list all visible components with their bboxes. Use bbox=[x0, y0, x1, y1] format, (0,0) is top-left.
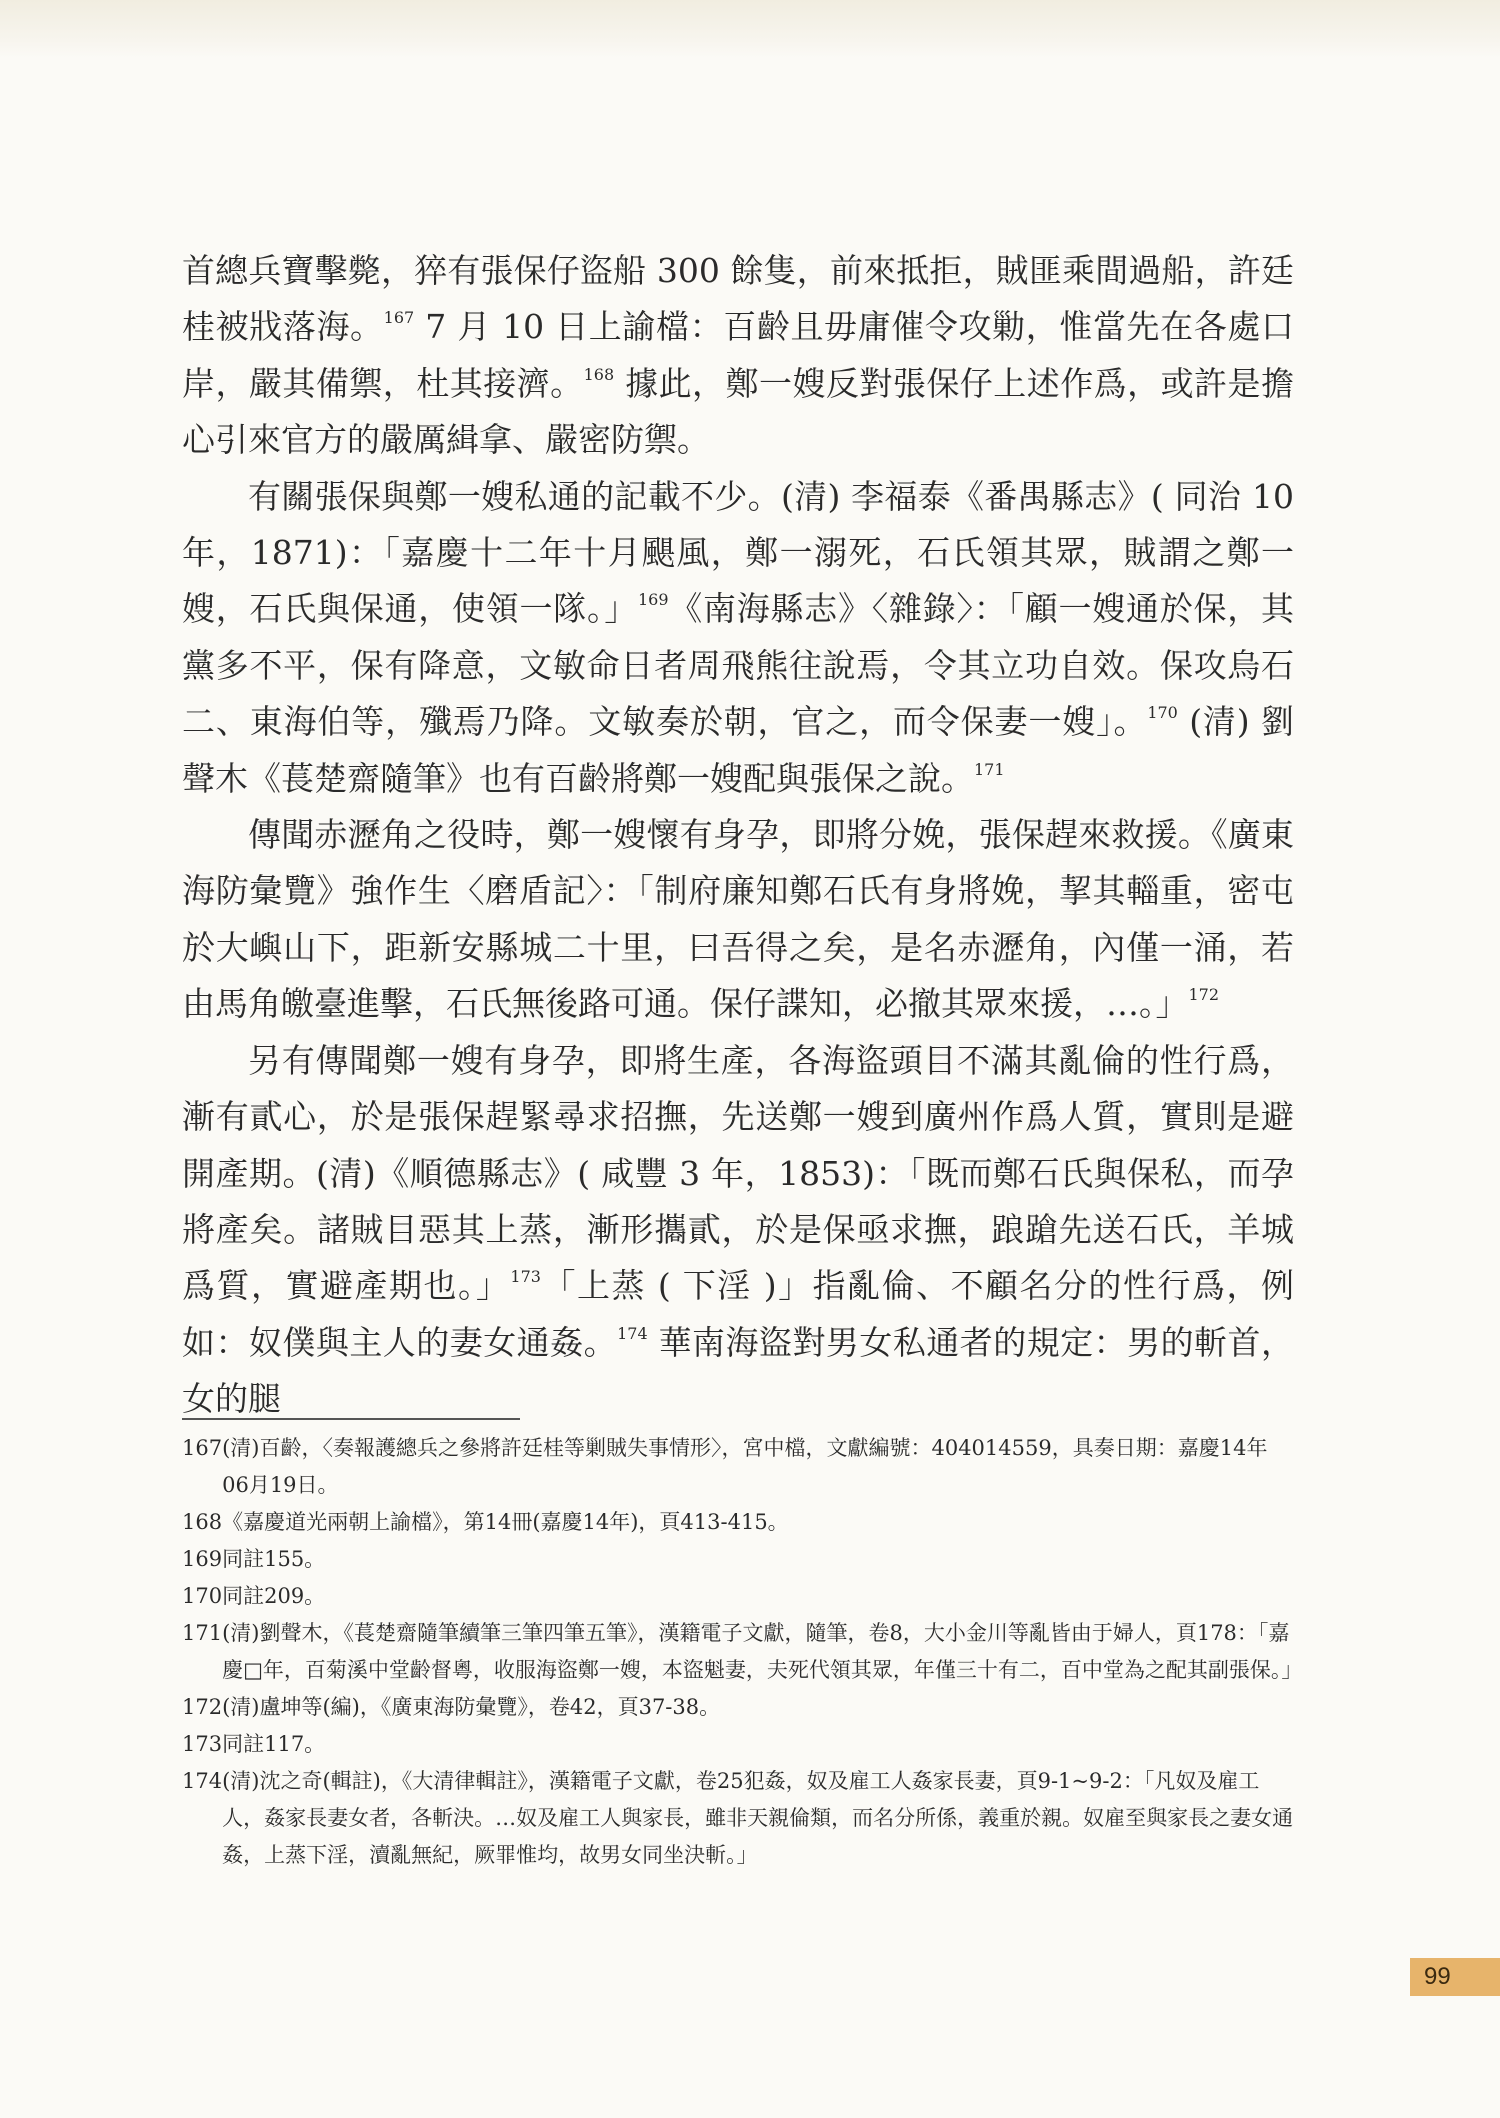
footnote-ref-169[interactable]: 169 bbox=[637, 590, 669, 610]
footnote-ref-168[interactable]: 168 bbox=[583, 364, 615, 384]
footnotes bbox=[182, 1430, 1303, 1874]
footnote-170: 170 同註209。 bbox=[182, 1584, 326, 1608]
page-number: 99 bbox=[1410, 1958, 1500, 1996]
footnote-ref-171[interactable]: 171 bbox=[974, 759, 1005, 779]
footnote-174: 174 (清)沈之奇(輯註)，《大清律輯註》，漢籍電子文獻，卷25犯姦，奴及雇工人姦家長妻，頁9-1~9-2：「凡奴及雇工人，姦家長妻女者，各斬決。…奴及雇工人與家長，雖非天親倫類，而名分所係，義重於親。奴雇至與家長之妻女通姦，上蒸下淫，瀆亂無紀，厥罪惟均，故男女同坐決斬。」 bbox=[182, 1769, 1294, 1867]
footnote-171: 171 (清)劉聲木，《萇楚齋隨筆續筆三筆四筆五筆》，漢籍電子文獻，隨筆，卷8，大小金川等亂皆由于婦人，頁178：「嘉慶□年，百菊溪中堂齡督粵，收服海盜鄭一嫂，本盜魁妻，夫死代領其眾，年僅三十有二，百中堂為之配其副張保。」 bbox=[182, 1621, 1303, 1682]
footnote-167: 167 (清)百齡，〈奏報護總兵之參將許廷桂等剿賊失事情形〉，宮中檔，文獻編號：404014559，具奏日期：嘉慶14年06月19日。 bbox=[182, 1436, 1268, 1497]
footnote-172: 172 (清)盧坤等(編)，《廣東海防彙覽》，卷42，頁37-38。 bbox=[182, 1695, 721, 1719]
footnote-divider bbox=[182, 1418, 520, 1420]
footnote-ref-167[interactable]: 167 bbox=[383, 308, 415, 328]
paragraph-4: 另有傳聞鄭一嫂有身孕，即將生產，各海盜頭目不滿其亂倫的性行爲，漸有貳心，於是張保趕緊尋求招撫，先送鄭一嫂到廣州作爲人質，實則是避開產期。(清)《順德縣志》( 咸豐 3 年，1853)：「既而鄭石氏與保私，而孕將產矣。諸賊目惡其上蒸，漸形攜貳，於是保亟求撫，踉蹌先送石氏，羊城爲質，實避產期也。」$^{173}$「上蒸 ( 下淫 )」指亂倫、不顧名分的性行爲，例如：奴僕與主人的妻女通姦。$^{174}$ 華南海盜對男女私通者的規定：男的斬首，女的腿 bbox=[182, 1040, 1294, 1419]
paragraph-3: 傳聞赤瀝角之役時，鄭一嫂懷有身孕，即將分娩，張保趕來救援。《廣東海防彙覽》強作生〈磨盾記〉：「制府廉知鄭石氏有身將娩，挈其輜重，密屯於大嶼山下，距新安縣城二十里，曰吾得之矣，是名赤瀝角，內僅一涌，若由馬角皦臺進擊，石氏無後路可通。保仔諜知，必撤其眾來援，…。」$^{172}$ bbox=[182, 815, 1294, 1024]
paragraph-2: 有關張保與鄭一嫂私通的記載不少。(清) 李福泰《番禺縣志》( 同治 10 年，1871)：「嘉慶十二年十月颶風，鄭一溺死，石氏領其眾，賊謂之鄭一嫂，石氏與保通，使領一隊。」$^{169}$《南海縣志》〈雜錄〉：「顧一嫂通於保，其黨多不平，保有降意，文敏命日者周飛熊往說焉，令其立功自效。保攻烏石二、東海伯等，殲焉乃降。文敏奏於朝，官之，而令保妻一嫂」。$^{170}$ (清) 劉聲木《萇楚齋隨筆》也有百齡將鄭一嫂配與張保之說。$^{171}$ bbox=[182, 476, 1295, 798]
footnote-ref-172[interactable]: 172 bbox=[1188, 985, 1220, 1005]
paragraph-1: 首總兵寶擊斃，猝有張保仔盜船 300 餘隻，前來抵拒，賊匪乘間過船，許廷桂被戕落海。$^{167}$ 7 月 10 日上諭檔：百齡且毋庸催令攻勦，惟當先在各處口岸，嚴其備禦，杜其接濟。$^{168}$ 據此，鄭一嫂反對張保仔上述作爲，或許是擔心引來官方的嚴厲緝拿、嚴密防禦。 bbox=[182, 251, 1294, 460]
footnote-169: 169 同註155。 bbox=[182, 1547, 326, 1571]
footnote-ref-173[interactable]: 173 bbox=[510, 1267, 541, 1287]
footnote-173: 173 同註117。 bbox=[182, 1732, 326, 1756]
footnote-ref-170[interactable]: 170 bbox=[1147, 703, 1178, 723]
top-band bbox=[0, 0, 1500, 58]
main-text bbox=[182, 243, 1294, 1428]
footnote-168: 168 《嘉慶道光兩朝上諭檔》，第14冊(嘉慶14年)，頁413-415。 bbox=[182, 1510, 789, 1534]
footnote-ref-174[interactable]: 174 bbox=[617, 1323, 648, 1343]
